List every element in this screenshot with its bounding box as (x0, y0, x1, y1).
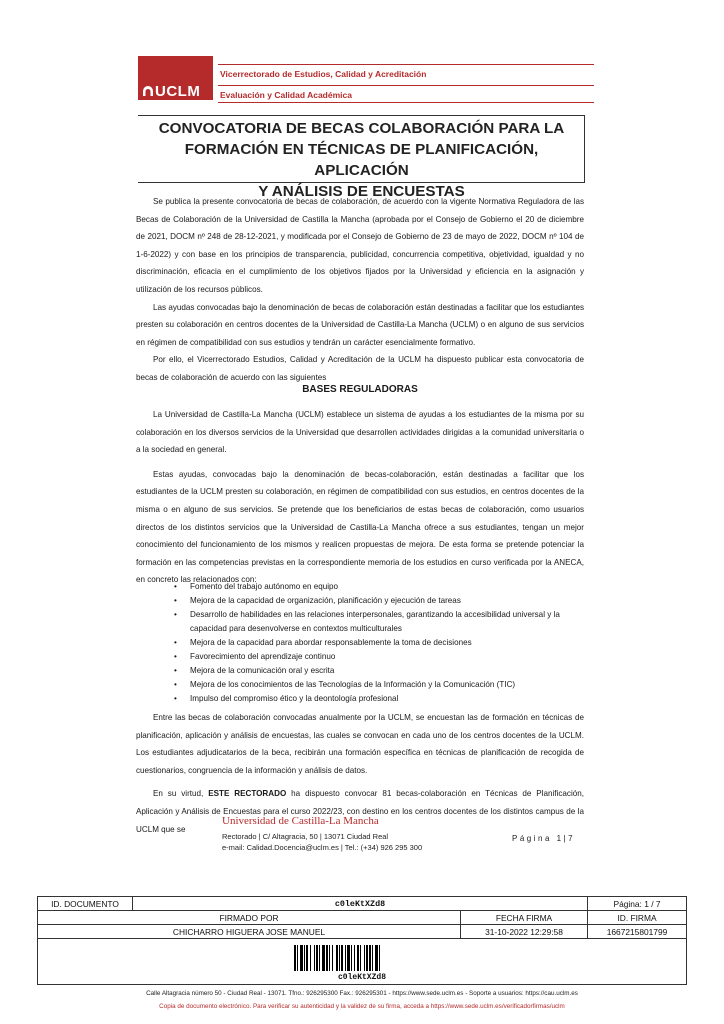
barcode-bar (345, 945, 346, 971)
bases-paragraph-1: La Universidad de Castilla-La Mancha (UCLM) establece un sistema de ayudas a los estudiantes de la misma por su colaboración en los diversos servicios de la Universidad que desarrollen actividades dirigidas a la comunidad universitaria o a la sociedad en general. (136, 410, 584, 455)
intro-paragraph-3: Por ello, el Vicerrectorado Estudios, Calidad y Acreditación de la UCLM ha dispuesto publicar esta convocatoria de becas de colaboración de acuerdo con las siguientes (136, 355, 584, 382)
barcode-bar (347, 945, 350, 971)
barcode-bar (319, 945, 320, 971)
logo-text: UCLM (155, 83, 201, 100)
footer-contact: e-mail: Calidad.Docencia@uclm.es | Tel.: (+34) 926 295 300 (222, 843, 423, 852)
barcode-bar (354, 945, 355, 971)
barcode-bar (306, 945, 308, 971)
barcode-bar (297, 945, 298, 971)
signed-by-label: FIRMADO POR (38, 911, 461, 925)
logo-arch-icon (142, 85, 154, 97)
page-number: Página 1|7 (512, 834, 576, 843)
sign-date: 31-10-2022 12:29:58 (461, 925, 588, 939)
barcode-bar (341, 945, 343, 971)
barcode (294, 945, 430, 971)
header-line-2: Evaluación y Calidad Académica (220, 90, 352, 100)
barcode-text: c0leKtXZd8 (337, 972, 386, 982)
header-rule-bottom (218, 102, 594, 103)
barcode-cell (38, 939, 687, 985)
competencies-list (174, 580, 586, 706)
barcode-bar (329, 945, 330, 971)
bases-heading: BASES REGULADORAS (302, 384, 418, 395)
bases-section (136, 406, 584, 589)
document-title (138, 118, 585, 202)
legal-verification: Copia de documento electrónico. Para verificar su autenticidad y la validez de su firma, acceda a https://www.sede.uclm.es/verificadorfirmas/uclm (159, 1003, 565, 1010)
barcode-bar (336, 945, 338, 971)
page-of-label: Página: 1 / 7 (588, 897, 687, 911)
signer-name: CHICHARRO HIGUERA JOSE MANUEL (38, 925, 461, 939)
list-item: • Mejora de la capacidad de organización, planificación y ejecución de tareas (174, 594, 586, 608)
header-rule-top (218, 64, 594, 65)
list-item: • Mejora de la capacidad para abordar responsablemente la toma de decisiones (174, 636, 586, 650)
doc-id-value: c0leKtXZd8 (133, 897, 588, 911)
barcode-bar (326, 945, 328, 971)
barcode-bar (314, 945, 315, 971)
intro-paragraph-2: Las ayudas convocadas bajo la denominación de becas de colaboración están destinadas a facilitar que los estudiantes presten su colaboración en centros docentes de la Universidad de Castilla-La Mancha (UCLM) o en alguno de sus servicios en régimen de compatibilidad con sus estudios y tendrán un carácter esencialmente formativo. (136, 302, 584, 347)
barcode-bar (310, 945, 311, 971)
barcode-bar (351, 945, 352, 971)
header-line-1: Vicerrectorado de Estudios, Calidad y Acreditación (220, 69, 427, 79)
title-line-3: Y ANÁLISIS DE ENCUESTAS (258, 183, 465, 200)
barcode-bar (366, 945, 368, 971)
barcode-bar (360, 945, 361, 971)
date-label: FECHA FIRMA (461, 911, 588, 925)
barcode-bar (294, 945, 296, 971)
barcode-bar (322, 945, 325, 971)
doc-id-label: ID. DOCUMENTO (38, 897, 133, 911)
title-line-2: FORMACIÓN EN TÉCNICAS DE PLANIFICACIÓN, APLICACIÓN (184, 141, 539, 179)
title-line-1: CONVOCATORIA DE BECAS COLABORACIÓN PARA LA (158, 120, 565, 137)
barcode-bar (369, 945, 371, 971)
barcode-bar (357, 945, 359, 971)
barcode-bar (375, 945, 378, 971)
p4-bold: ESTE RECTORADO (208, 789, 287, 799)
intro-section (136, 193, 584, 387)
intro-paragraph-1: Se publica la presente convocatoria de becas de colaboración, de acuerdo con la vigente Normativa Reguladora de las Becas de Colaboración de la Universidad de Castilla la Mancha (aprobada por el Consejo de Gobierno el 20 de diciembre de 2021, DOCM nº 248 de 28-12-2021, y modificada por el Consejo de Gobierno de 23 de mayo de 2022, DOCM nº 104 de 1-6-2022) y con base en los principios de transparencia, publicidad, concurrencia competitiva, objetividad, igualdad y no discriminación, eficacia en el cumplimiento de los objetivos fijados por la Universidad y eficiencia en la asignación y utilización de los recursos públicos. (136, 197, 584, 294)
signature-table (37, 896, 687, 985)
list-item: • Impulso del compromiso ético y la deontología profesional (174, 692, 586, 706)
barcode-bar (379, 945, 380, 971)
list-item: • Fomento del trabajo autónomo en equipo (174, 580, 586, 594)
logo-wordmark (142, 83, 200, 100)
header-rule-mid (218, 85, 594, 86)
footer-address: Rectorado | C/ Altagracia, 50 | 13071 Ciudad Real (222, 832, 389, 841)
list-item: • Favorecimiento del aprendizaje continuo (174, 650, 586, 664)
bases-paragraph-2: Estas ayudas, convocadas bajo la denominación de becas-colaboración, están destinadas a facilitar que los estudiantes de la UCLM presten su colaboración, en régimen de compatibilidad con sus estudios, en centros docentes de la misma o en alguno de sus servicios. Se pretende que los beneficiarios de estas becas de colaboración, como usuarios directos de los distintos servicios que la Universidad de Castilla-La Mancha ofrece a sus estudiantes, tengan un mejor conocimiento del funcionamiento de los mismos y realicen propuestas de mejora. De esta forma se pretende potenciar la formación en las competencias previstas en la correspondiente memoria de los estudios en curso verificada por la ANECA, en concreto las relacionados con: (136, 469, 584, 585)
barcode-bar (304, 945, 305, 971)
list-item: • Desarrollo de habilidades en las relaciones interpersonales, garantizando la accesibilidad universal y la capacidad para desenvolverse en contextos multiculturales (174, 608, 586, 636)
barcode-bar (372, 945, 373, 971)
footer-university-name: Universidad de Castilla-La Mancha (222, 815, 379, 827)
list-item: • Mejora de la comunicación oral y escrita (174, 664, 586, 678)
barcode-bar (316, 945, 318, 971)
p4-prefix: En su virtud, (153, 789, 209, 799)
legal-address: Calle Altagracia número 50 - Ciudad Real - 13071. Tfno.: 926295300 Fax.: 926295301 - https://www.sede.uclm.es - Soporte a usuarios: https://cau.uclm.es (146, 990, 578, 997)
sig-id-label: ID. FIRMA (588, 911, 687, 925)
barcode-bar (332, 945, 333, 971)
barcode-bar (364, 945, 365, 971)
list-item: • Mejora de los conocimientos de las Tecnologías de la Información y la Comunicación (TIC) (174, 678, 586, 692)
bases-paragraph-4 (136, 785, 584, 838)
bases-paragraph-3: Entre las becas de colaboración convocadas anualmente por la UCLM, se encuestan las de formación en técnicas de planificación, aplicación y análisis de encuestas, las cuales se convocan en cada uno de los centros docentes de la UCLM. Los estudiantes adjudicatarios de la beca, recibirán una formación específica en técnicas de planificación de recogida de cuestionarios, congruencia de la información y análisis de datos. (136, 713, 584, 775)
barcode-bar (339, 945, 340, 971)
p4-rest: ha dispuesto convocar 81 becas-colaboración en Técnicas de Planificación, Aplicación y Análisis de Encuestas para el curso 2022/23, con destino en los centros docentes de los distintos campus de la UCLM que se (136, 789, 584, 834)
sig-id: 1667215801799 (588, 925, 687, 939)
barcode-bar (300, 945, 303, 971)
